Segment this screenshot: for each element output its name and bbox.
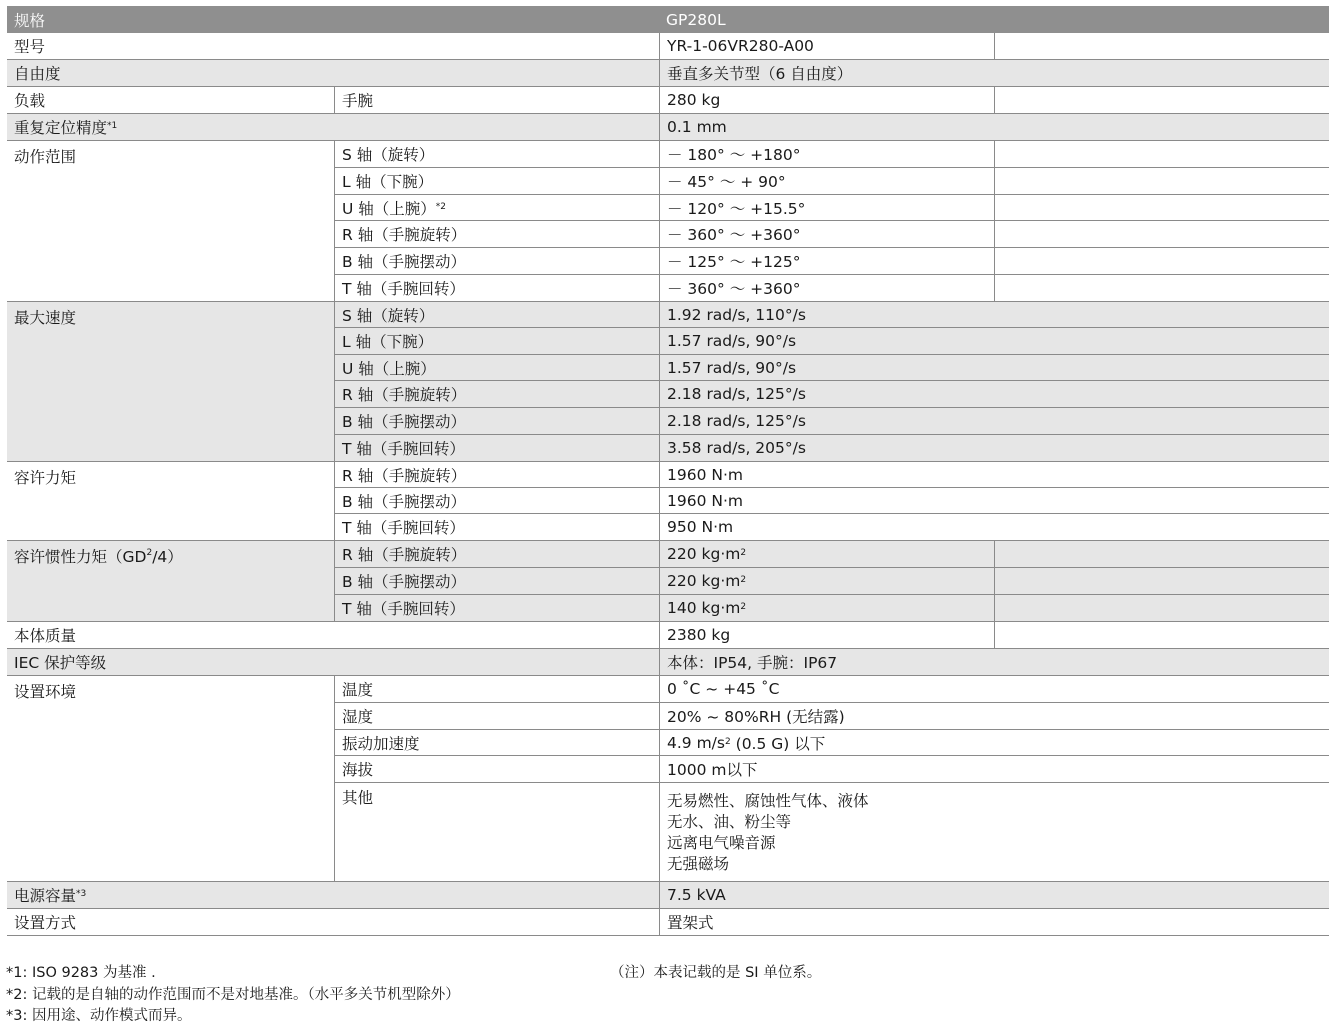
spec-header-label: 规格	[14, 11, 46, 30]
group-label: 设置环境	[14, 683, 77, 701]
iec-row	[7, 649, 1329, 676]
env-row: 海拔 1000 m以下	[334, 756, 1329, 783]
row-label: 电源容量 $^{*3}$	[14, 887, 87, 905]
row-label: IEC 保护等级	[14, 654, 107, 672]
env-group	[7, 676, 1329, 882]
row-value: 7.5 kVA	[659, 882, 1329, 908]
range-group	[7, 141, 1329, 302]
inertia-row: T 轴（手腕回转） 140 kg·m $^2$	[334, 595, 1329, 621]
dof-row	[7, 60, 1329, 87]
row-label: 设置方式	[14, 914, 77, 932]
row-value: 2380 kg	[659, 622, 994, 648]
row-value: 置架式	[659, 909, 1329, 935]
range-row: S 轴（旋转） － 180° ～ +180°	[334, 141, 1329, 168]
range-row: L 轴（下腕） － 45° ～ + 90°	[334, 168, 1329, 195]
inertia-group	[7, 541, 1329, 622]
speed-row: R 轴（手腕旋转） 2.18 rad/s, 125°/s	[334, 381, 1329, 408]
env-row: 湿度 20% ~ 80%RH (无结露)	[334, 703, 1329, 730]
mass-row	[7, 622, 1329, 649]
group-label: 容许惯性力矩$(GD^2/4)$	[14, 547, 183, 566]
speed-row: S 轴（旋转） 1.92 rad/s, 110°/s	[334, 302, 1329, 328]
env-row: 温度 0 ˚C ~ +45 ˚C	[334, 676, 1329, 703]
model-header: GP280L	[666, 10, 726, 29]
row-label: 重复定位精度 $^{*1}$	[14, 119, 118, 137]
row-value: 垂直多关节型（6 自由度）	[659, 60, 1329, 86]
speed-group	[7, 302, 1329, 462]
row-value: YR-1-06VR280-A00	[659, 33, 994, 59]
row-value: 280 kg	[659, 87, 994, 113]
spec-table	[7, 6, 1329, 936]
mounting-row	[7, 909, 1329, 936]
footnotes	[6, 963, 460, 1028]
row-label: 本体质量	[14, 627, 77, 645]
group-label: 动作范围	[14, 148, 77, 166]
header-row	[7, 6, 1329, 33]
row-value: 本体：IP54, 手腕：IP67	[659, 649, 1329, 675]
row-label: 自由度	[14, 65, 61, 83]
repeatability-row	[7, 114, 1329, 141]
row-label: 负载	[14, 92, 46, 110]
moment-row: T 轴（手腕回转） 950 N·m	[334, 514, 1329, 540]
footnote: *2: 记载的是自轴的动作范围而不是对地基准。（水平多关节机型除外）	[6, 986, 460, 1003]
footnote: *3: 因用途、动作模式而异。	[6, 1008, 192, 1024]
group-label: 最大速度	[14, 309, 77, 327]
row-value: 0.1 mm	[659, 114, 1329, 140]
speed-row: L 轴（下腕） 1.57 rad/s, 90°/s	[334, 328, 1329, 355]
env-row: 振动加速度 4.9 m/s $^2$ (0.5 G) 以下	[334, 730, 1329, 756]
speed-row: B 轴（手腕摆动） 2.18 rad/s, 125°/s	[334, 408, 1329, 435]
range-row: U 轴（上腕） $^{*2}$ － 120° ～ +15.5°	[334, 195, 1329, 221]
speed-row: U 轴（上腕） 1.57 rad/s, 90°/s	[334, 355, 1329, 381]
range-row: R 轴（手腕旋转） － 360° ～ +360°	[334, 221, 1329, 248]
moment-group	[7, 462, 1329, 541]
power-row	[7, 882, 1329, 909]
unit-note: （注）本表记载的是 SI 单位系。	[610, 965, 822, 981]
row-label: 型号	[14, 38, 46, 56]
speed-row: T 轴（手腕回转） 3.58 rad/s, 205°/s	[334, 435, 1329, 461]
model-row	[7, 33, 1329, 60]
range-row: B 轴（手腕摆动） － 125° ～ +125°	[334, 248, 1329, 275]
env-row: 其他 无易燃性、腐蚀性气体、液体 无水、油、粉尘等 远离电气噪音源 无强磁场	[334, 783, 1329, 881]
moment-row: R 轴（手腕旋转） 1960 N·m	[334, 462, 1329, 488]
group-label: 容许力矩	[14, 469, 77, 487]
inertia-row: R 轴（手腕旋转） 220 kg·m $^2$	[334, 541, 1329, 568]
moment-row: B 轴（手腕摆动） 1960 N·m	[334, 488, 1329, 514]
row-sublabel: 手腕	[334, 87, 659, 113]
payload-row	[7, 87, 1329, 114]
footnote: *1: ISO 9283 为基准 .	[6, 965, 156, 981]
range-row: T 轴（手腕回转） － 360° ～ +360°	[334, 275, 1329, 301]
inertia-row: B 轴（手腕摆动） 220 kg·m $^2$	[334, 568, 1329, 595]
